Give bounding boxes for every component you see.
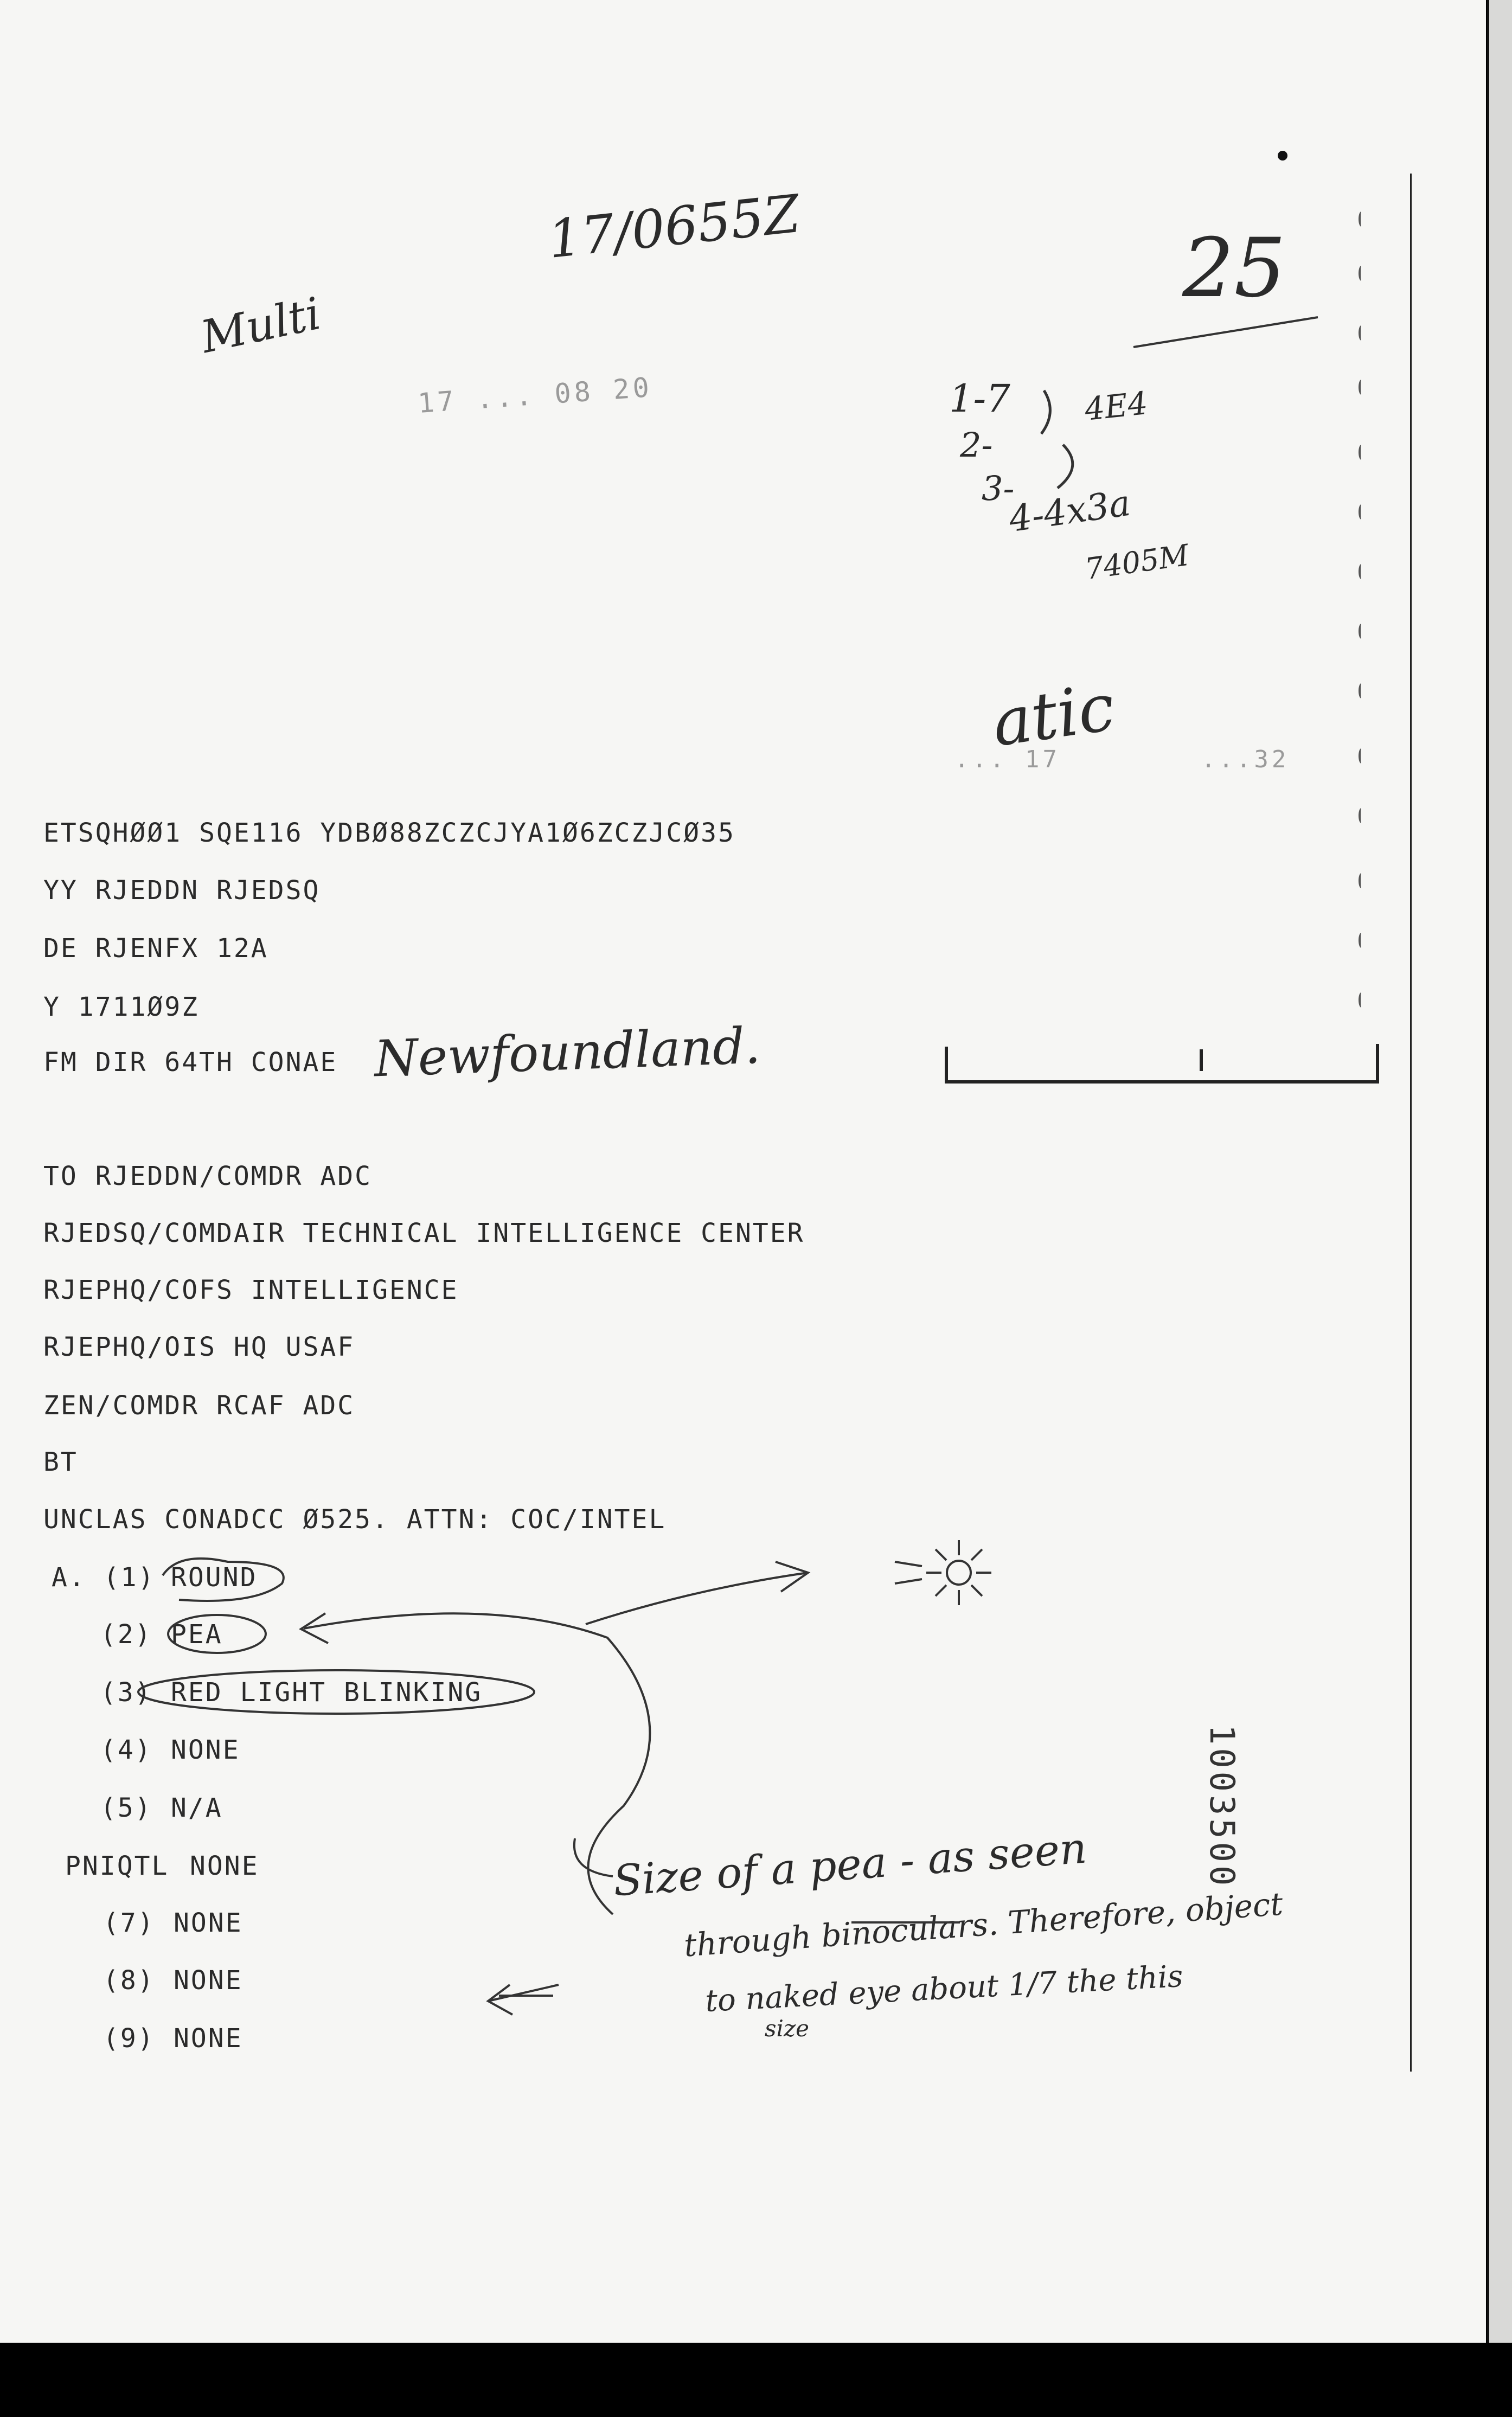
annotation-line-4: size (765, 2015, 809, 2042)
annotation-line-1: Size of a pea - as seen (611, 1824, 1088, 1906)
item-text: NONE (171, 1735, 240, 1765)
priority-line: YY RJEDDN RJEDSQ (43, 875, 321, 906)
datetime-handwritten: 17/0655Z (545, 183, 803, 271)
page-number-underline (1133, 317, 1318, 347)
item-text: PEA (171, 1619, 223, 1650)
item-prefix: (9) (103, 2023, 155, 2054)
index-note-4: 4-4x3a (1006, 482, 1133, 541)
annotation-line-2: through binoculars. Therefore, object (682, 1885, 1284, 1964)
red-light-circle (138, 1670, 534, 1714)
pea-circle (168, 1615, 266, 1653)
index-note-2: 2- (960, 425, 993, 465)
arrow-to-sketch (586, 1562, 808, 1624)
item-text: NONE (174, 1908, 243, 1938)
item-prefix: (8) (103, 1965, 155, 1996)
index-note-5: 7405M (1082, 537, 1191, 587)
round-circle-mark (163, 1559, 284, 1601)
to-line-5: ZEN/COMDR RCAF ADC (43, 1390, 355, 1421)
to-line-1: TO RJEDDN/COMDR ADC (43, 1161, 373, 1191)
item-text: N/A (171, 1793, 223, 1823)
item-prefix: (5) (100, 1793, 152, 1823)
arrow-to-pea (301, 1613, 650, 1914)
to-line-4: RJEPHQ/OIS HQ USAF (43, 1332, 355, 1362)
to-line-2: RJEDSQ/COMDAIR TECHNICAL INTELLIGENCE CENTER (43, 1218, 805, 1248)
ink-dot (1278, 151, 1287, 161)
document-number: 1003500 (1202, 1724, 1242, 1889)
from-line: FM DIR 64TH CONAE (43, 1047, 338, 1078)
index-brace (1041, 390, 1073, 488)
scan-bottom-border (0, 2343, 1512, 2417)
item-text: RED LIGHT BLINKING (171, 1677, 483, 1708)
index-note-1: 1-7 (949, 376, 1010, 421)
subject-line: UNCLAS CONADCC Ø525. ATTN: COC/INTEL (43, 1504, 667, 1535)
received-stamp: 17 ... 08 20 (417, 371, 654, 420)
scale-bracket (946, 1044, 1378, 1082)
lower-left-arrow (488, 1985, 559, 2015)
blinking-light-sketch (895, 1540, 991, 1605)
index-note-3: 3- (982, 469, 1015, 508)
annotation-line-3: to naked eye about 1/7 the this (704, 1958, 1184, 2019)
margin-note-multi: Multi (196, 287, 325, 364)
item-prefix: (4) (100, 1735, 152, 1765)
item-prefix: (3) (100, 1677, 152, 1708)
page-number-handwritten: 25 (1182, 221, 1286, 316)
item-text: NONE (190, 1851, 259, 1881)
item-text: NONE (174, 2023, 243, 2054)
item-prefix: (7) (103, 1908, 155, 1938)
item-prefix: PNIQTL (65, 1851, 169, 1881)
item-prefix: A. (1) (52, 1562, 156, 1593)
de-line: DE RJENFX 12A (43, 933, 268, 964)
scan-edge-strip (1487, 0, 1512, 2417)
item-text: ROUND (171, 1562, 258, 1593)
from-location-handwritten: Newfoundland. (373, 1016, 761, 1088)
index-note-code: 4E4 (1082, 384, 1150, 428)
attn-handwritten: atic (988, 669, 1119, 762)
item-text: NONE (174, 1965, 243, 1996)
dtg-line: Y 1711Ø9Z (43, 992, 200, 1022)
stamp-lower: ... 17 ...32 (954, 746, 1290, 773)
bt-line: BT (43, 1447, 78, 1477)
routing-line: ETSQHØØ1 SQE116 YDBØ88ZCZCJYA1Ø6ZCZJCØ35 (43, 818, 735, 848)
to-line-3: RJEPHQ/COFS INTELLIGENCE (43, 1275, 459, 1305)
item-prefix: (2) (100, 1619, 152, 1650)
